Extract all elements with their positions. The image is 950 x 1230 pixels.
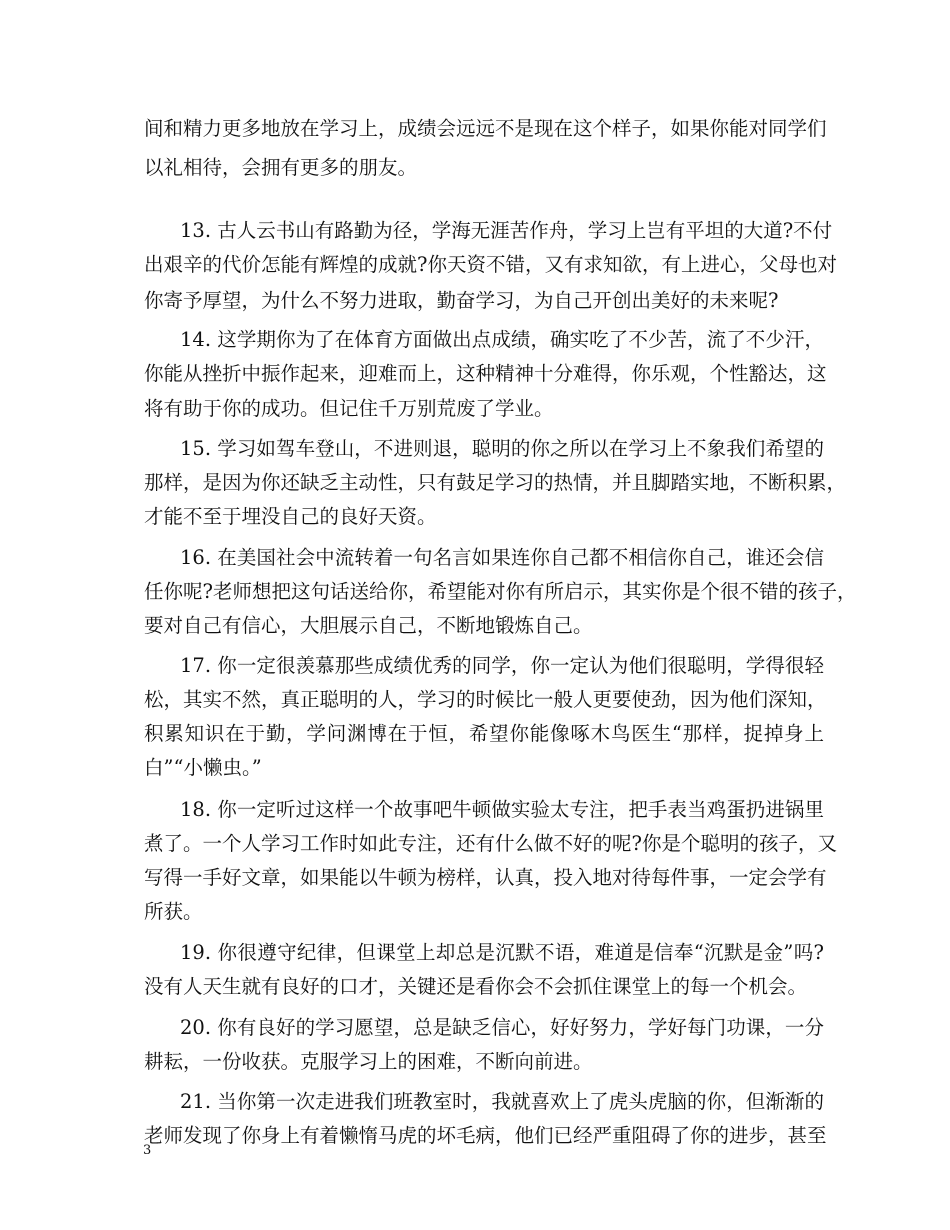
text-line: 积累知识在于勤，学问渊博在于恒，希望你能像啄木鸟医生“那样，捉掉身上 [144, 722, 824, 745]
paragraph-17-line: 17. 你一定很羡慕那些成绩优秀的同学，你一定认为他们很聪明，学得很轻 [180, 654, 824, 677]
paragraph-18-line: 18. 你一定听过这样一个故事吧牛顿做实验太专注，把手表当鸡蛋扔进锅里 [180, 798, 824, 821]
text-line: 才能不至于埋没自己的良好天资。 [144, 505, 437, 528]
paragraph-20-line: 20. 你有良好的学习愿望，总是缺乏信心，好好努力，学好每门功课，一分 [180, 1016, 824, 1039]
text-line: 没有人天生就有良好的口才，关键还是看你会不会抓住课堂上的每一个机会。 [144, 975, 808, 998]
text-line: 老师发现了你身上有着懒惰马虎的坏毛病，他们已经严重阻碍了你的进步，甚至 [144, 1124, 827, 1147]
text-line: 你寄予厚望，为什么不努力进取，勤奋学习，为自己开创出美好的未来呢? [144, 289, 779, 312]
text-line: 间和精力更多地放在学习上，成绩会远远不是现在这个样子，如果你能对同学们 [144, 117, 827, 140]
text-line: 要对自己有信心，大胆展示自己，不断地锻炼自己。 [144, 614, 593, 637]
text-line: 松，其实不然，真正聪明的人，学习的时候比一般人更要使劲，因为他们深知， [144, 688, 827, 711]
text-line: 写得一手好文章，如果能以牛顿为榜样，认真，投入地对待每件事，一定会学有 [144, 866, 827, 889]
text-line: 煮了。一个人学习工作时如此专注，还有什么做不好的呢?你是个聪明的孩子，又 [144, 832, 837, 855]
text-line: 出艰辛的代价怎能有辉煌的成就?你天资不错，又有求知欲，有上进心，父母也对 [144, 253, 837, 276]
text-line: 那样，是因为你还缺乏主动性，只有鼓足学习的热情，并且脚踏实地，不断积累， [144, 471, 847, 494]
paragraph-19-line: 19. 你很遵守纪律，但课堂上却总是沉默不语，难道是信奉“沉默是金”吗? [180, 941, 824, 964]
paragraph-15-line: 15. 学习如驾车登山，不进则退，聪明的你之所以在学习上不象我们希望的 [180, 437, 824, 460]
text-line: 任你呢?老师想把这句话送给你，希望能对你有所启示，其实你是个很不错的孩子， [144, 580, 857, 603]
paragraph-14-line: 14. 这学期你为了在体育方面做出点成绩，确实吃了不少苦，流了不少汗， [180, 328, 824, 351]
paragraph-16-line: 16. 在美国社会中流转着一句名言如果连你自己都不相信你自己，谁还会信 [180, 546, 824, 569]
page-number: 3 [143, 1143, 152, 1158]
text-line: 你能从挫折中振作起来，迎难而上，这种精神十分难得，你乐观，个性豁达，这 [144, 362, 827, 385]
text-line: 以礼相待，会拥有更多的朋友。 [144, 156, 418, 179]
text-line: 将有助于你的成功。但记住千万别荒废了学业。 [144, 397, 554, 420]
text-line: 白”“小懒虫。” [144, 756, 262, 779]
paragraph-13-line: 13. 古人云书山有路勤为径，学海无涯苦作舟，学习上岂有平坦的大道?不付 [180, 219, 833, 242]
text-line: 所获。 [144, 900, 203, 923]
paragraph-21-line: 21. 当你第一次走进我们班教室时，我就喜欢上了虎头虎脑的你，但渐渐的 [180, 1090, 824, 1113]
text-line: 耕耘，一份收获。克服学习上的困难，不断向前进。 [144, 1050, 593, 1073]
